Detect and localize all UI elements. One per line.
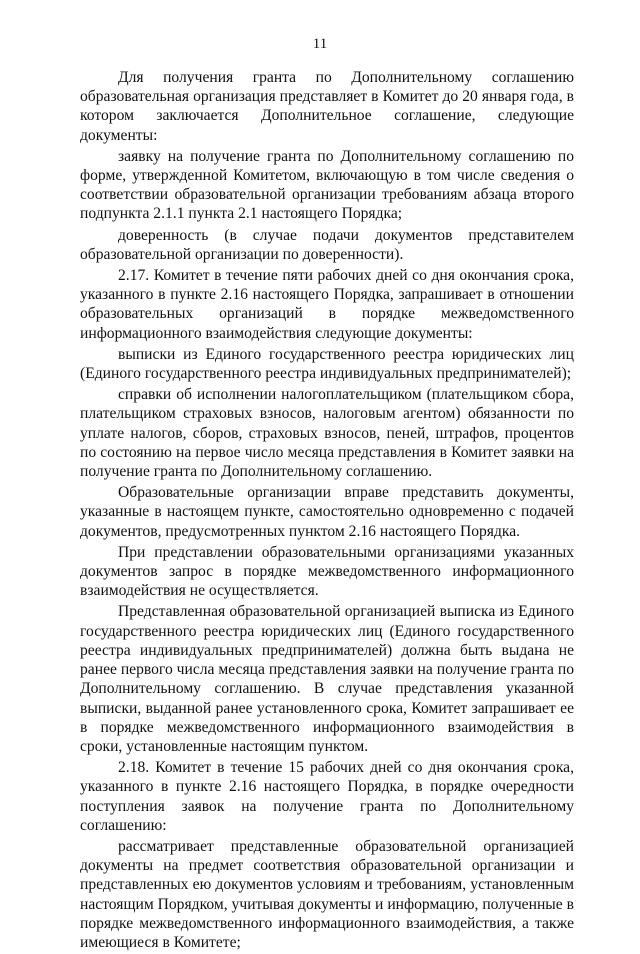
paragraph-registry-extracts: выписки из Единого государственного реестра юридических лиц (Единого государственного реестра индивидуальных предпринимателей); bbox=[80, 345, 574, 383]
paragraph-power-of-attorney: доверенность (в случае подачи документов представителем образовательной организации по доверенности). bbox=[80, 226, 574, 263]
paragraph-review-documents: рассматривает представленные образовательной организацией документы на предмет соответствия образовательной организации и представленных ею документов условиям и требованиям, установленным настоящим Порядком, учитывая документы и информацию, полученные в порядке межведомственного информационного взаимодействия, а также имеющиеся в Комитете; bbox=[80, 837, 574, 951]
paragraph-clause-2-18: 2.18. Комитет в течение 15 рабочих дней со дня окончания срока, указанного в пункте 2.16 настоящего Порядка, в порядке очередности поступления заявок на получение гранта по Дополнительному соглашению: bbox=[80, 759, 574, 834]
paragraph-tax-certificates: справки об исполнении налогоплательщиком (плательщиком сбора, плательщиком страховых взносов, налоговым агентом) обязанности по уплате налогов, сборов, страховых взносов, пеней, штрафов, процентов по состоянию на первое число месяца представления в Комитет заявки на получение гранта по Дополнительному соглашению. bbox=[80, 386, 574, 481]
paragraph-self-submission: Образовательные организации вправе представить документы, указанные в настоящем пункте, самостоятельно одновременно с подачей документов, предусмотренных пунктом 2.16 настоящего Порядка. bbox=[80, 484, 574, 540]
document-body bbox=[80, 68, 574, 954]
paragraph-grant-application: заявку на получение гранта по Дополнительному соглашению по форме, утвержденной Комитетом, включающую в том числе сведения о соответствии образовательной организации требованиям абзаца второго подпункта 2.1.1 пункта 2.1 настоящего Порядка; bbox=[80, 147, 574, 223]
paragraph-grant-documents-intro: Для получения гранта по Дополнительному соглашению образовательная организация представляет в Комитет до 20 января года, в котором заключается Дополнительное соглашение, следующие документы: bbox=[80, 69, 574, 144]
paragraph-extract-validity: Представленная образовательной организацией выписка из Единого государственного реестра юридических лиц (Единого государственного реестра индивидуальных предпринимателей) должна быть выдана не ранее первого числа месяца представления заявки на получение гранта по Дополнительному соглашению. В случае представления указанной выписки, выданной ранее установленного срока, Комитет запрашивает ее в порядке межведомственного информационного взаимодействия в сроки, установленные настоящим пунктом. bbox=[80, 603, 574, 755]
paragraph-clause-2-17: 2.17. Комитет в течение пяти рабочих дней со дня окончания срока, указанного в пункте 2.16 настоящего Порядка, запрашивает в отношении образовательных организаций в порядке межведомственного информационного взаимодействия следующие документы: bbox=[80, 267, 574, 342]
paragraph-no-request: При представлении образовательными организациями указанных документов запрос в порядке межведомственного информационного взаимодействия не осуществляется. bbox=[80, 543, 574, 600]
page-number: 11 bbox=[312, 36, 328, 52]
